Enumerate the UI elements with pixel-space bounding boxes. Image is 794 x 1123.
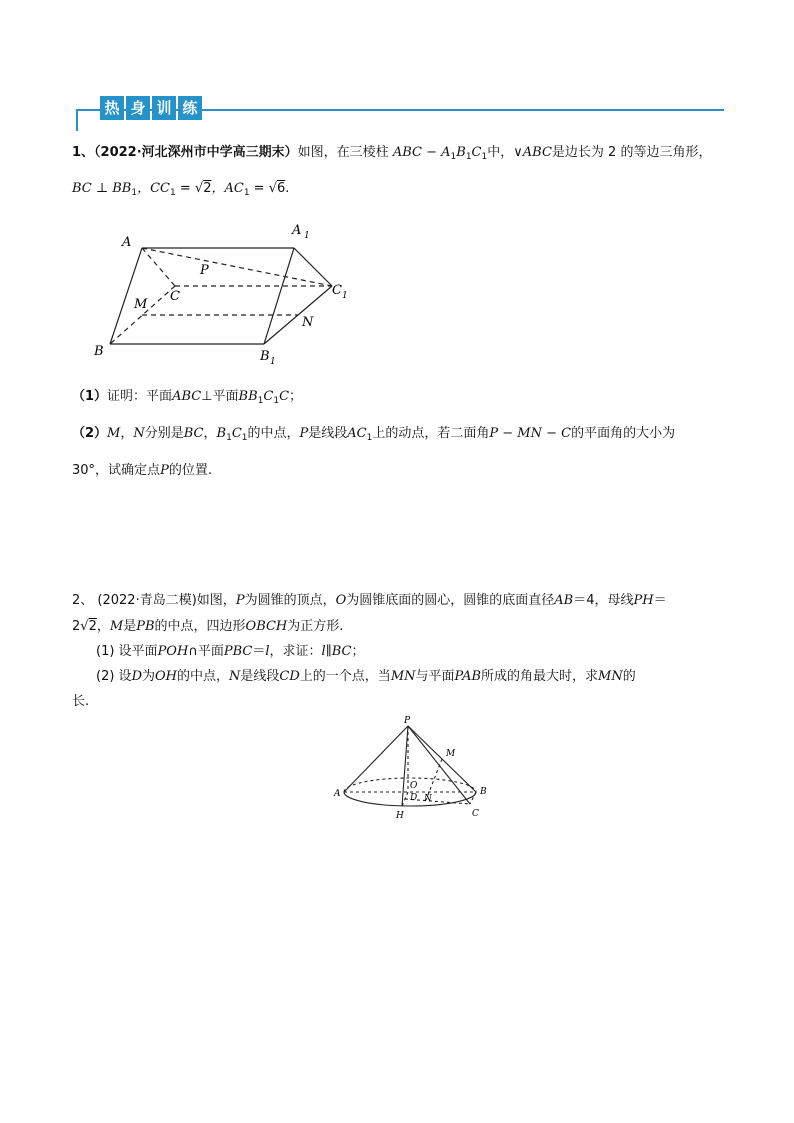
label-P: P [200,263,209,278]
cone-label-O: O [410,781,418,791]
header-char-2: 身 [126,96,150,120]
label-A: A [122,235,132,250]
q2-part-1: (1) 设平面POH∩平面PBC＝l，求证：l∥BC； [96,644,365,659]
q1-part-2-line-1: （2）M，N分别是BC，$B_1C_1$的中点，P是线段$AC_1$上的动点，若二面角P − MN − C的平面角的大小为 [72,426,676,443]
cone-edge-PA [344,726,408,792]
q1-angle: 30° [72,463,96,478]
q1-part1-plane2c: C [279,389,290,404]
cone-figure [330,712,500,822]
q1-part1-end: ； [289,389,303,404]
segment-AC1 [142,248,332,286]
q2-part-2-line-1: (2) 设D为OH的中点，N是线段CD上的一个点，当MN与平面PAB所成的角最大时，求MN的 [96,669,636,684]
label-M: M [134,297,148,312]
q1-part2-N: N [133,426,145,441]
q1-eq-2: = [249,181,269,196]
label-A1-sub: 1 [304,231,310,241]
q1-sqrt6: 6 [277,181,286,196]
q1-cond-1: BC ⊥ BB [72,181,132,196]
q1-part-2-line-2: 30°，试确定点P的位置. [72,463,212,478]
section-header [72,96,724,138]
cone-label-C: C [472,809,479,819]
label-C1-sub: 1 [342,291,348,301]
header-char-3: 训 [152,96,176,120]
cone-label-D: D [410,793,418,803]
q1-line-2: BC ⊥ $BB_1$，$CC_1 = √2$，$AC_1 = √6$. [72,181,290,198]
q1-sqrt2: 2 [203,181,212,196]
prism-figure [92,218,362,368]
cone-label-A: A [334,789,341,799]
q1-period: . [285,181,290,196]
label-B: B [94,344,104,359]
q1-part2-P: P [299,426,309,441]
q1-part2-AC1: AC [347,426,367,441]
header-tick [76,109,78,131]
q1-sub-1: 1 [450,152,457,162]
cone-label-M: M [446,749,456,759]
q1-part2-dihedral: P − MN − C [489,426,572,441]
q1-part1-plane2: BB [238,389,258,404]
q1-text-b: 中， [487,145,514,160]
header-char-4: 练 [178,96,202,120]
q1-source: （2022·河北深州市中学高三期末） [94,145,298,160]
label-B1: B [260,349,270,364]
q1-part1-plane1: ABC [172,389,202,404]
q1-part2-BC: BC [183,426,204,441]
header-char-1: 热 [100,96,124,120]
cone-label-N: N [424,794,432,804]
q2-part-2-line-2: 长. [72,694,90,709]
q1-text-c: 是边长为 2 的等边三角形， [551,145,712,160]
q1-number: 1、 [72,145,95,160]
q1-part1-prefix: （1） [72,389,108,404]
q2-line-2: 2√2，M是PB的中点，四边形OBCH为正方形. [72,619,344,634]
edge-A1C1 [294,248,332,286]
q2-number: 2、 [72,593,94,608]
q1-cond-2: ，CC [137,181,170,196]
q1-part1-plane2b: C [263,389,274,404]
q1-eq-1: = [175,181,195,196]
label-B1-sub: 1 [270,357,276,367]
q1-part1-text: 证明：平面 [107,389,173,404]
q1-part1-perp: ⊥平面 [201,389,239,404]
q2-source: (2022·青岛二模) [97,593,197,608]
label-A1: A [292,223,302,238]
q1-text-a: 如图，在三棱柱 [297,145,389,160]
label-C1: C [332,283,342,298]
q1-triangle: ∨ABC [513,145,552,160]
q1-cond-3: ，AC [211,181,244,196]
label-C: C [170,289,180,304]
q2-line-1: 2、 (2022·青岛二模)如图，P为圆锥的顶点，O为圆锥底面的圆心，圆锥的底面直径AB＝4，母线PH＝ [72,593,667,608]
edge-A1B1 [264,248,294,344]
cone-label-P: P [404,716,411,726]
q1-line-1: 1、（2022·河北深州市中学高三期末）如图，在三棱柱 ABC − $A_1B_1C_1$中，∨ABC是边长为 2 的等边三角形， [72,145,712,162]
q1-part2-M: M [107,426,121,441]
q1-part2-prefix: （2） [72,426,108,441]
cone-label-H: H [396,811,404,821]
cone-label-B: B [480,787,487,797]
label-N: N [302,315,314,330]
q1-part-1: （1）证明：平面ABC⊥平面$BB_1C_1C$； [72,389,303,406]
q1-prism: ABC − A [392,145,451,160]
